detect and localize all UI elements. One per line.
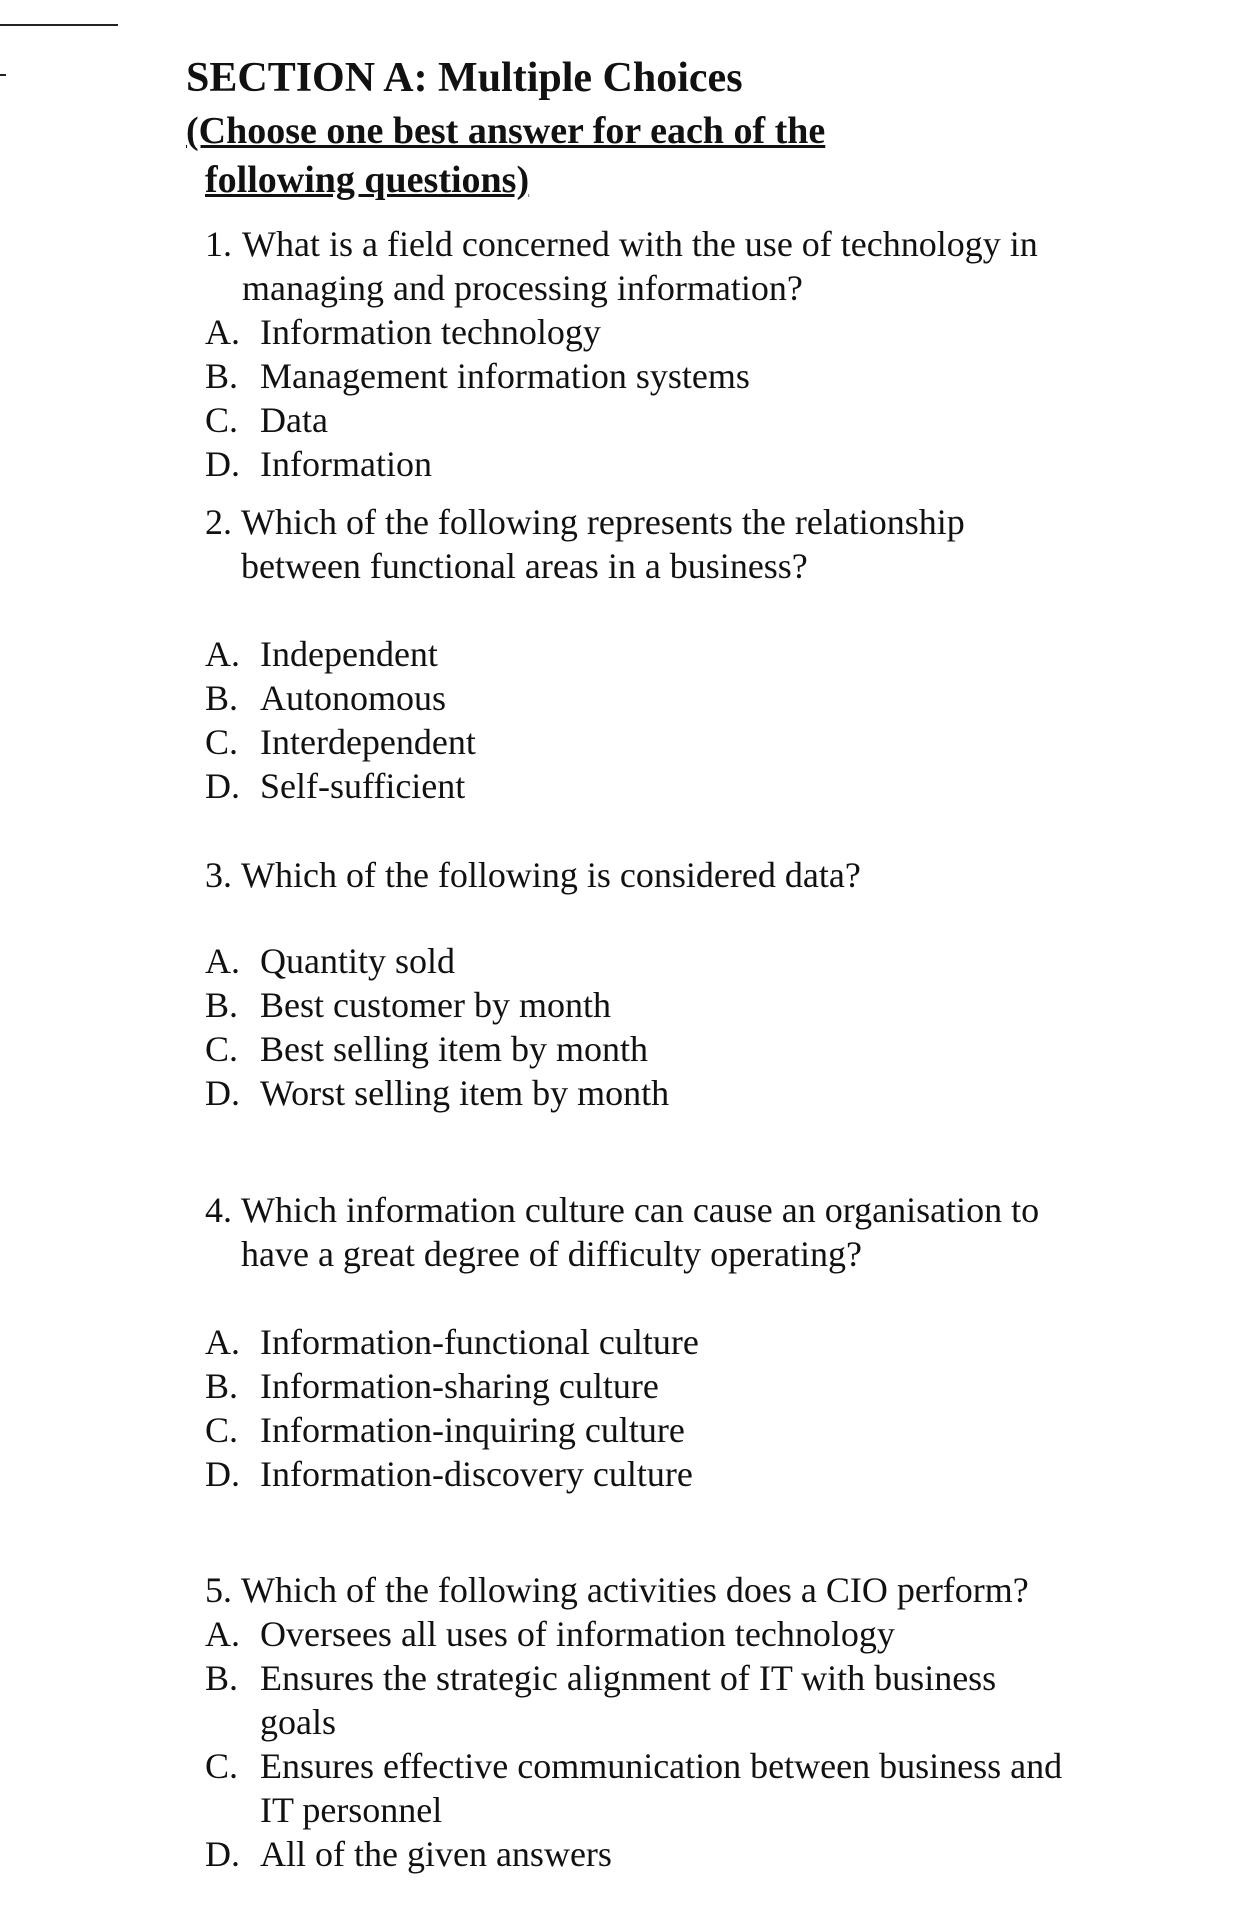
- question-number: 4.: [205, 1190, 232, 1230]
- question-3: [205, 853, 1065, 1115]
- option-text: Information-sharing culture: [260, 1366, 659, 1406]
- options-list: [205, 632, 1065, 808]
- option-a: [205, 939, 1065, 983]
- option-text: Interdependent: [260, 722, 476, 762]
- option-letter: D.: [205, 444, 240, 484]
- option-text: Self-sufficient: [260, 766, 466, 806]
- question-prompt: Which of the following activities does a CIO perform?: [241, 1570, 1029, 1610]
- option-text: Independent: [260, 634, 438, 674]
- option-d: [205, 1832, 1065, 1876]
- options-list: [205, 310, 1065, 486]
- option-b: [205, 983, 1065, 1027]
- option-text: Best selling item by month: [260, 1029, 648, 1069]
- question-text: [205, 1188, 1065, 1276]
- option-letter: D.: [205, 1454, 240, 1494]
- option-letter: D.: [205, 1073, 240, 1113]
- question-number: 2.: [205, 502, 232, 542]
- question-prompt: Which of the following is considered data?: [241, 855, 861, 895]
- option-letter: B.: [205, 678, 239, 718]
- option-d: [205, 1071, 1065, 1115]
- option-a: [205, 1612, 1065, 1656]
- question-prompt: Which of the following represents the relationship between functional areas in a business?: [241, 502, 965, 586]
- option-b: [205, 1656, 1065, 1744]
- option-a: [205, 1320, 1065, 1364]
- option-b: [205, 354, 1065, 398]
- left-margin-tick: [0, 74, 6, 76]
- question-number: 3.: [205, 855, 232, 895]
- question-text: [205, 500, 1065, 588]
- option-d: [205, 442, 1065, 486]
- question-4: [205, 1188, 1065, 1496]
- option-c: [205, 1408, 1065, 1452]
- option-text: Information-discovery culture: [260, 1454, 693, 1494]
- options-list: [205, 939, 1065, 1115]
- option-letter: C.: [205, 722, 239, 762]
- option-a: [205, 632, 1065, 676]
- option-b: [205, 1364, 1065, 1408]
- option-text: Best customer by month: [260, 985, 611, 1025]
- instruction-line-1: (Choose one best answer for each of the: [186, 110, 826, 152]
- option-text: Quantity sold: [260, 941, 455, 981]
- question-number: 1.: [205, 224, 232, 264]
- option-letter: B.: [205, 1658, 239, 1698]
- option-letter: A.: [205, 941, 240, 981]
- option-letter: A.: [205, 1322, 240, 1362]
- option-letter: D.: [205, 766, 240, 806]
- question-prompt: What is a field concerned with the use of technology in managing and processing information?: [242, 224, 1038, 308]
- option-letter: C.: [205, 400, 239, 440]
- question-1: [205, 222, 1065, 486]
- option-text: Management information systems: [260, 356, 750, 396]
- option-d: [205, 1452, 1065, 1496]
- option-b: [205, 676, 1065, 720]
- option-text: Information-inquiring culture: [260, 1410, 685, 1450]
- option-letter: C.: [205, 1746, 239, 1786]
- question-5: [205, 1568, 1065, 1876]
- option-c: [205, 398, 1065, 442]
- option-c: [205, 720, 1065, 764]
- option-text: Ensures effective communication between business and IT personnel: [260, 1746, 1063, 1830]
- option-c: [205, 1744, 1065, 1832]
- option-letter: A.: [205, 634, 240, 674]
- top-rule-line: [0, 24, 118, 26]
- question-prompt: Which information culture can cause an organisation to have a great degree of difficulty operating?: [241, 1190, 1040, 1274]
- question-text: [205, 853, 1065, 897]
- option-letter: A.: [205, 312, 240, 352]
- option-letter: A.: [205, 1614, 240, 1654]
- question-number: 5.: [205, 1570, 232, 1610]
- option-text: All of the given answers: [260, 1834, 612, 1874]
- instruction-line-2: following questions): [205, 159, 530, 201]
- option-text: Data: [260, 400, 328, 440]
- option-letter: C.: [205, 1029, 239, 1069]
- question-2: [205, 500, 1065, 808]
- option-text: Ensures the strategic alignment of IT with business goals: [260, 1658, 997, 1742]
- option-text: Information technology: [260, 312, 601, 352]
- option-text: Information-functional culture: [260, 1322, 699, 1362]
- option-letter: D.: [205, 1834, 240, 1874]
- option-letter: B.: [205, 985, 239, 1025]
- option-c: [205, 1027, 1065, 1071]
- option-d: [205, 764, 1065, 808]
- option-text: Information: [260, 444, 432, 484]
- question-text: [205, 222, 1065, 310]
- option-text: Oversees all uses of information technology: [260, 1614, 895, 1654]
- question-text: [205, 1568, 1065, 1612]
- option-a: [205, 310, 1065, 354]
- option-letter: B.: [205, 1366, 239, 1406]
- option-letter: B.: [205, 356, 239, 396]
- option-letter: C.: [205, 1410, 239, 1450]
- section-title: SECTION A: Multiple Choices: [186, 55, 743, 101]
- options-list: [205, 1612, 1065, 1876]
- options-list: [205, 1320, 1065, 1496]
- option-text: Worst selling item by month: [260, 1073, 670, 1113]
- option-text: Autonomous: [260, 678, 447, 718]
